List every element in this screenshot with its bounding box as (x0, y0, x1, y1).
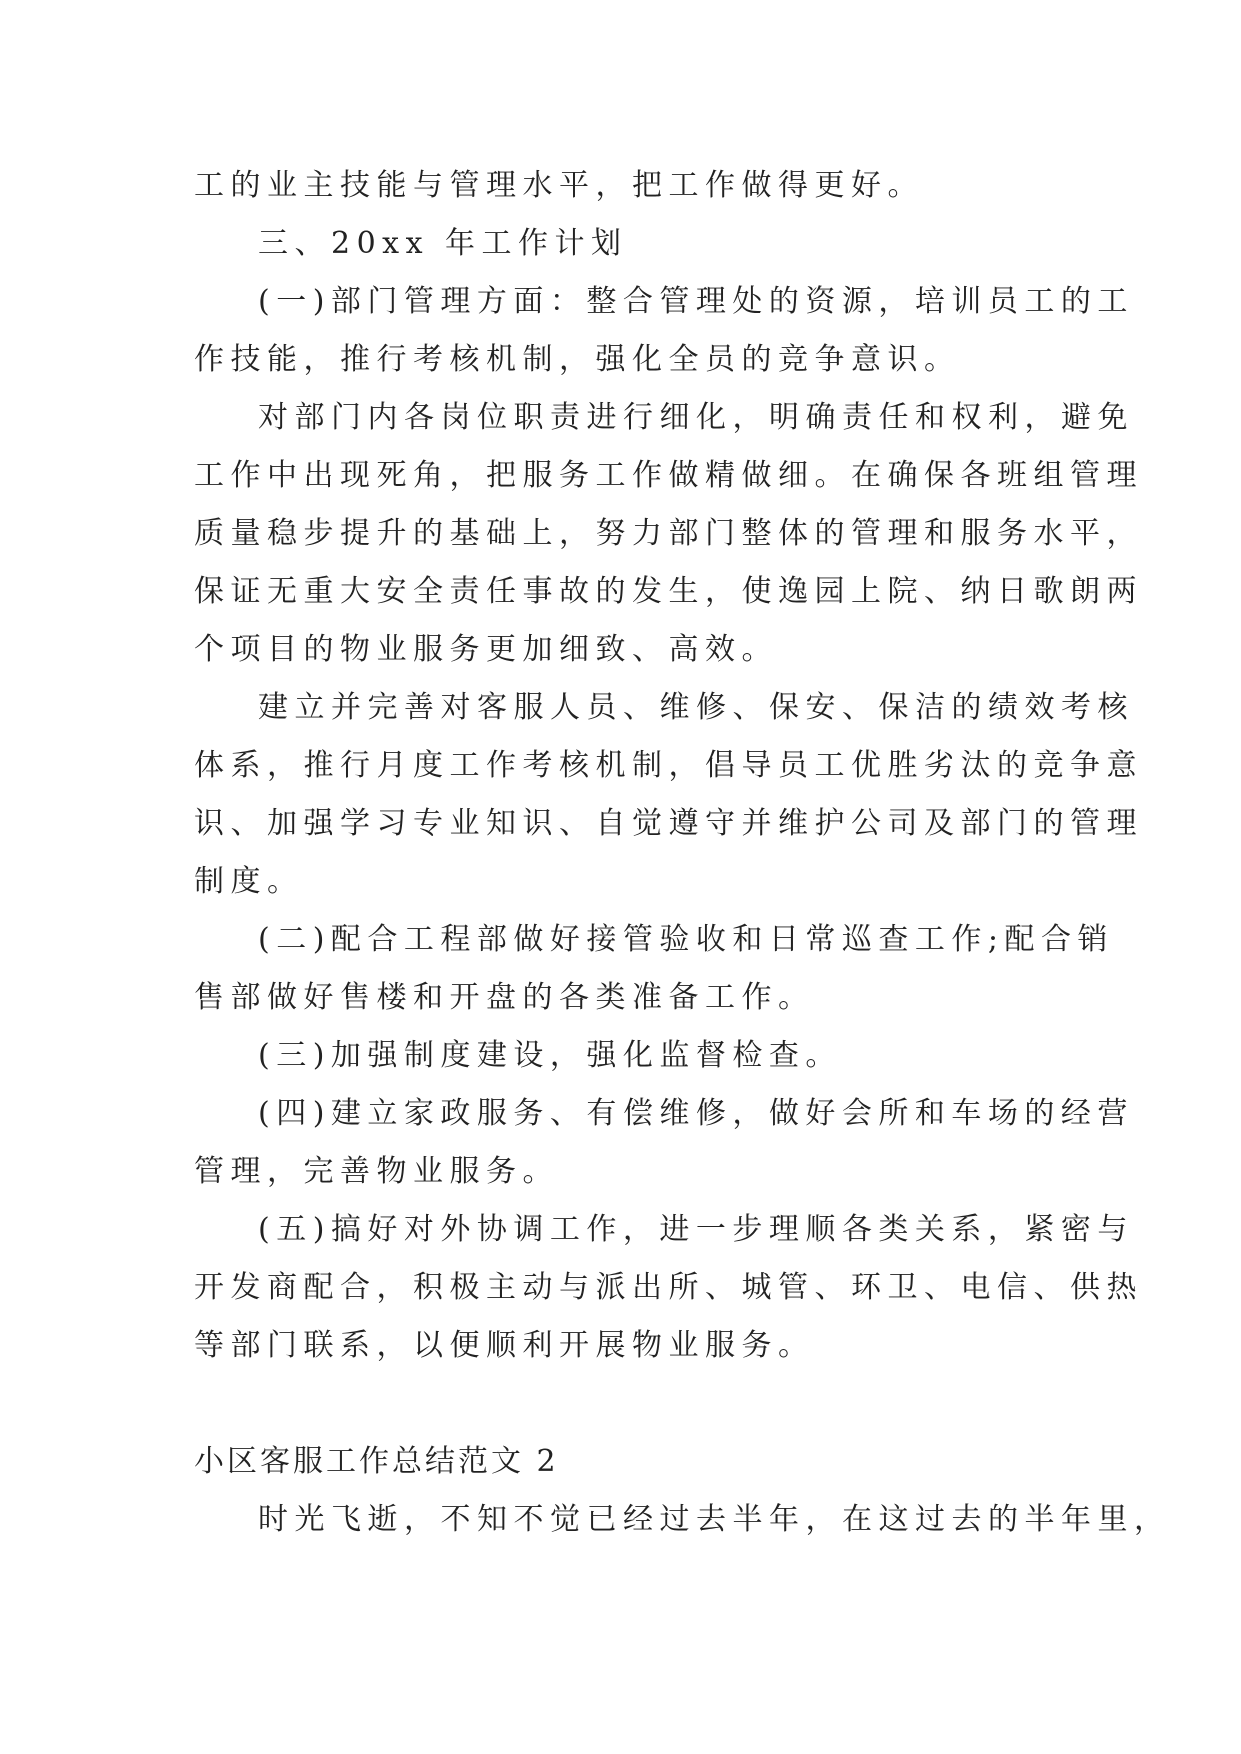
paragraph-line: 时光飞逝，不知不觉已经过去半年，在这过去的半年里， (258, 1502, 1171, 1537)
paragraph-line: 制度。 (194, 864, 304, 899)
paragraph-line: 个项目的物业服务更加细致、高效。 (194, 632, 778, 667)
paragraph-line: 等部门联系，以便顺利开展物业服务。 (194, 1328, 815, 1363)
article-title: 小区客服工作总结范文 2 (194, 1444, 559, 1479)
paragraph-line: 工的业主技能与管理水平，把工作做得更好。 (194, 168, 924, 203)
paragraph-line: 对部门内各岗位职责进行细化，明确责任和权利，避免 (258, 400, 1134, 435)
paragraph-line: 识、加强学习专业知识、自觉遵守并维护公司及部门的管理 (194, 806, 1143, 841)
paragraph-line: (五)搞好对外协调工作，进一步理顺各类关系，紧密与 (258, 1212, 1134, 1247)
paragraph-line: (二)配合工程部做好接管验收和日常巡查工作;配合销 (258, 922, 1115, 957)
paragraph-line: (一)部门管理方面：整合管理处的资源，培训员工的工 (258, 284, 1134, 319)
paragraph-line: 开发商配合，积极主动与派出所、城管、环卫、电信、供热 (194, 1270, 1143, 1305)
paragraph-line: 保证无重大安全责任事故的发生，使逸园上院、纳日歌朗两 (194, 574, 1143, 609)
paragraph-line: 作技能，推行考核机制，强化全员的竞争意识。 (194, 342, 961, 377)
paragraph-line: 售部做好售楼和开盘的各类准备工作。 (194, 980, 815, 1015)
paragraph-line: 建立并完善对客服人员、维修、保安、保洁的绩效考核 (258, 690, 1134, 725)
paragraph-line: 管理，完善物业服务。 (194, 1154, 559, 1189)
paragraph-line: 工作中出现死角，把服务工作做精做细。在确保各班组管理 (194, 458, 1143, 493)
paragraph-line: 质量稳步提升的基础上，努力部门整体的管理和服务水平， (194, 516, 1143, 551)
section-heading: 三、20xx 年工作计划 (258, 226, 628, 261)
paragraph-line: 体系，推行月度工作考核机制，倡导员工优胜劣汰的竞争意 (194, 748, 1143, 783)
paragraph-line: (三)加强制度建设，强化监督检查。 (258, 1038, 842, 1073)
paragraph-line: (四)建立家政服务、有偿维修，做好会所和车场的经营 (258, 1096, 1134, 1131)
